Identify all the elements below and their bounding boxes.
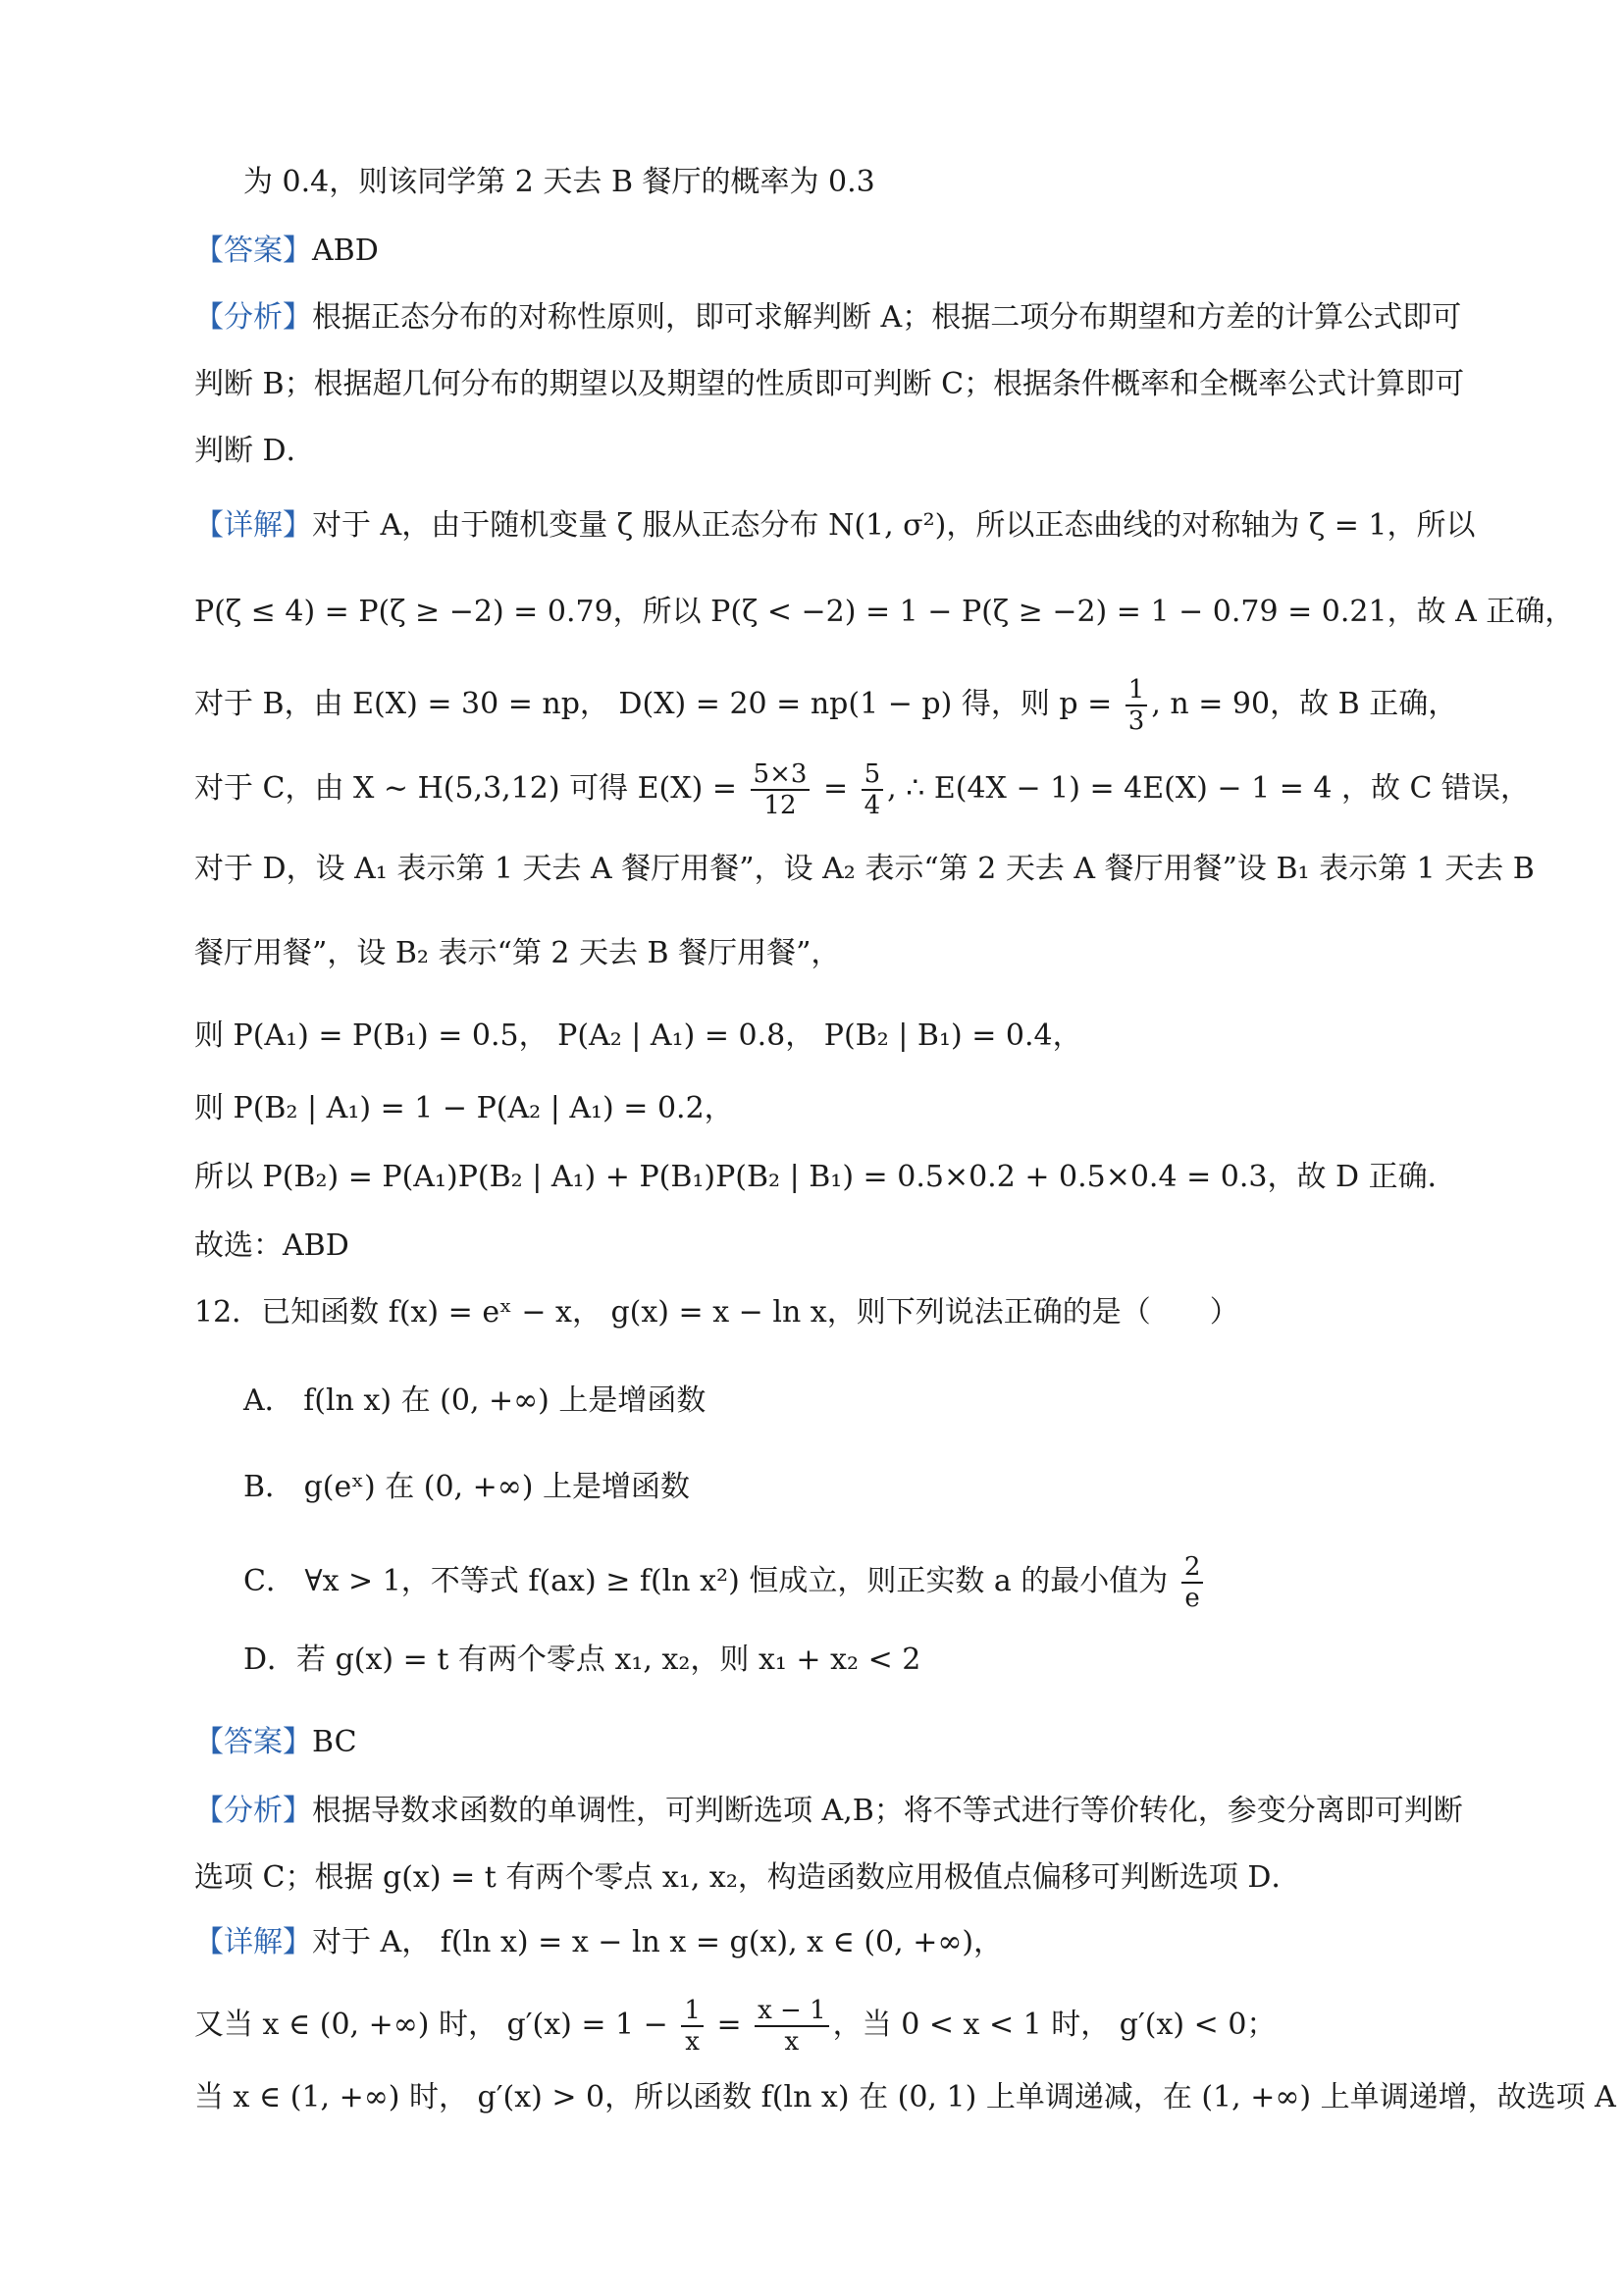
analysis-line	[194, 1792, 1463, 1831]
formula-line: 当 x ∈ (1, +∞) 时， g′(x) > 0，所以函数 f(ln x) 在 (0, 1) 上单调递减，在 (1, +∞) 上单调递增，故选项 A	[194, 2080, 1616, 2114]
answer-text: ABD	[312, 234, 379, 268]
detail-tag: 【详解】	[194, 508, 312, 543]
fraction	[751, 761, 811, 818]
text-line: 为 0.4，则该同学第 2 天去 B 餐厅的概率为 0.3	[243, 165, 875, 199]
fraction-denominator: 3	[1127, 706, 1145, 736]
formula-text: =	[707, 2008, 752, 2042]
fraction	[1181, 1554, 1204, 1611]
fraction-numerator: 1	[1126, 677, 1148, 706]
answer-line	[194, 1723, 1440, 1762]
text-line: 判断 D．	[194, 434, 316, 468]
formula-text: ，当 0 < x < 1 时， g′(x) < 0；	[832, 2008, 1277, 2042]
analysis-text: 根据导数求函数的单调性，可判断选项 A,B；将不等式进行等价转化，参变分离即可判断	[312, 1794, 1463, 1828]
text-line: 故选：ABD	[194, 1228, 349, 1263]
answer-text: BC	[312, 1725, 357, 1759]
fraction	[862, 761, 884, 818]
formula-line: P(ζ ≤ 4) = P(ζ ≥ −2) = 0.79，所以 P(ζ < −2) = 1 − P(ζ ≥ −2) = 1 − 0.79 = 0.21，故 A 正确，	[194, 595, 1575, 629]
text-line: 餐厅用餐”，设 B₂ 表示“第 2 天去 B 餐厅用餐”，	[194, 936, 841, 970]
analysis-line	[194, 298, 1462, 338]
formula-text: 又当 x ∈ (0, +∞) 时， g′(x) = 1 −	[194, 2008, 678, 2042]
answer-tag: 【答案】	[194, 1725, 312, 1759]
fraction-denominator: 4	[864, 791, 881, 820]
detail-text: 对于 A， f(ln x) = x − ln x = g(x), x ∈ (0, +∞)，	[312, 1925, 1004, 1959]
formula-line	[194, 1998, 1440, 2055]
fraction-denominator: e	[1184, 1584, 1200, 1613]
option-d: D．若 g(x) = t 有两个零点 x₁, x₂，则 x₁ + x₂ < 2	[243, 1643, 921, 1677]
option-c-text: C． ∀x > 1，不等式 f(ax) ≥ f(ln x²) 恒成立，则正实数 a 的最小值为	[243, 1564, 1178, 1598]
fraction-denominator: x	[685, 2027, 700, 2057]
fraction-numerator: 5	[862, 761, 884, 791]
fraction-denominator: 12	[763, 791, 797, 820]
text-line: 选项 C；根据 g(x) = t 有两个零点 x₁, x₂，构造函数应用极值点偏移可判断选项 D．	[194, 1860, 1301, 1895]
fraction-denominator: x	[784, 2027, 800, 2057]
formula-text: , n = 90，故 B 正确，	[1151, 687, 1458, 721]
analysis-text: 根据正态分布的对称性原则，即可求解判断 A；根据二项分布期望和方差的计算公式即可	[312, 300, 1462, 335]
formula-line	[194, 759, 1531, 820]
fraction-numerator: 5×3	[751, 761, 811, 791]
detail-text: 对于 A，由于随机变量 ζ 服从正态分布 N(1, σ²)，所以正态曲线的对称轴为 ζ = 1，所以	[312, 508, 1476, 543]
detail-tag: 【详解】	[194, 1925, 312, 1959]
fraction-numerator: 2	[1181, 1554, 1204, 1584]
formula-line: 则 P(B₂ | A₁) = 1 − P(A₂ | A₁) = 0.2，	[194, 1091, 734, 1125]
detail-line	[194, 506, 1476, 546]
option-b: B． g(eˣ) 在 (0, +∞) 上是增函数	[243, 1470, 690, 1504]
formula-text: , ∴ E(4X − 1) = 4E(X) − 1 = 4 ，故 C 错误，	[887, 771, 1531, 806]
option-a: A． f(ln x) 在 (0, +∞) 上是增函数	[243, 1383, 707, 1418]
fraction-numerator: x − 1	[755, 1998, 829, 2027]
option-c	[243, 1554, 1490, 1611]
formula-text: =	[813, 771, 858, 806]
answer-line	[194, 232, 1440, 271]
formula-line	[194, 675, 1458, 736]
analysis-tag: 【分析】	[194, 300, 312, 335]
formula-line: 所以 P(B₂) = P(A₁)P(B₂ | A₁) + P(B₁)P(B₂ | B₁) = 0.5×0.2 + 0.5×0.4 = 0.3，故 D 正确．	[194, 1160, 1457, 1194]
text-line: 对于 D，设 A₁ 表示第 1 天去 A 餐厅用餐”，设 A₂ 表示“第 2 天去 A 餐厅用餐”设 B₁ 表示第 1 天去 B	[194, 852, 1535, 886]
fraction	[755, 1998, 829, 2055]
detail-line	[194, 1923, 1440, 1962]
formula-text: 对于 C，由 X ~ H(5,3,12) 可得 E(X) =	[194, 771, 747, 806]
analysis-tag: 【分析】	[194, 1794, 312, 1828]
question-title: 12．已知函数 f(x) = eˣ − x， g(x) = x − ln x，则下列说法正确的是（ ）	[194, 1295, 1239, 1330]
fraction	[1126, 677, 1148, 734]
text-line: 判断 B；根据超几何分布的期望以及期望的性质即可判断 C；根据条件概率和全概率公式计算即可	[194, 367, 1465, 401]
fraction	[681, 1998, 704, 2055]
formula-line: 则 P(A₁) = P(B₁) = 0.5， P(A₂ | A₁) = 0.8， P(B₂ | B₁) = 0.4，	[194, 1018, 1082, 1053]
formula-text: 对于 B，由 E(X) = 30 = np， D(X) = 20 = np(1 − p) 得，则 p =	[194, 687, 1122, 721]
fraction-numerator: 1	[681, 1998, 704, 2027]
answer-tag: 【答案】	[194, 234, 312, 268]
